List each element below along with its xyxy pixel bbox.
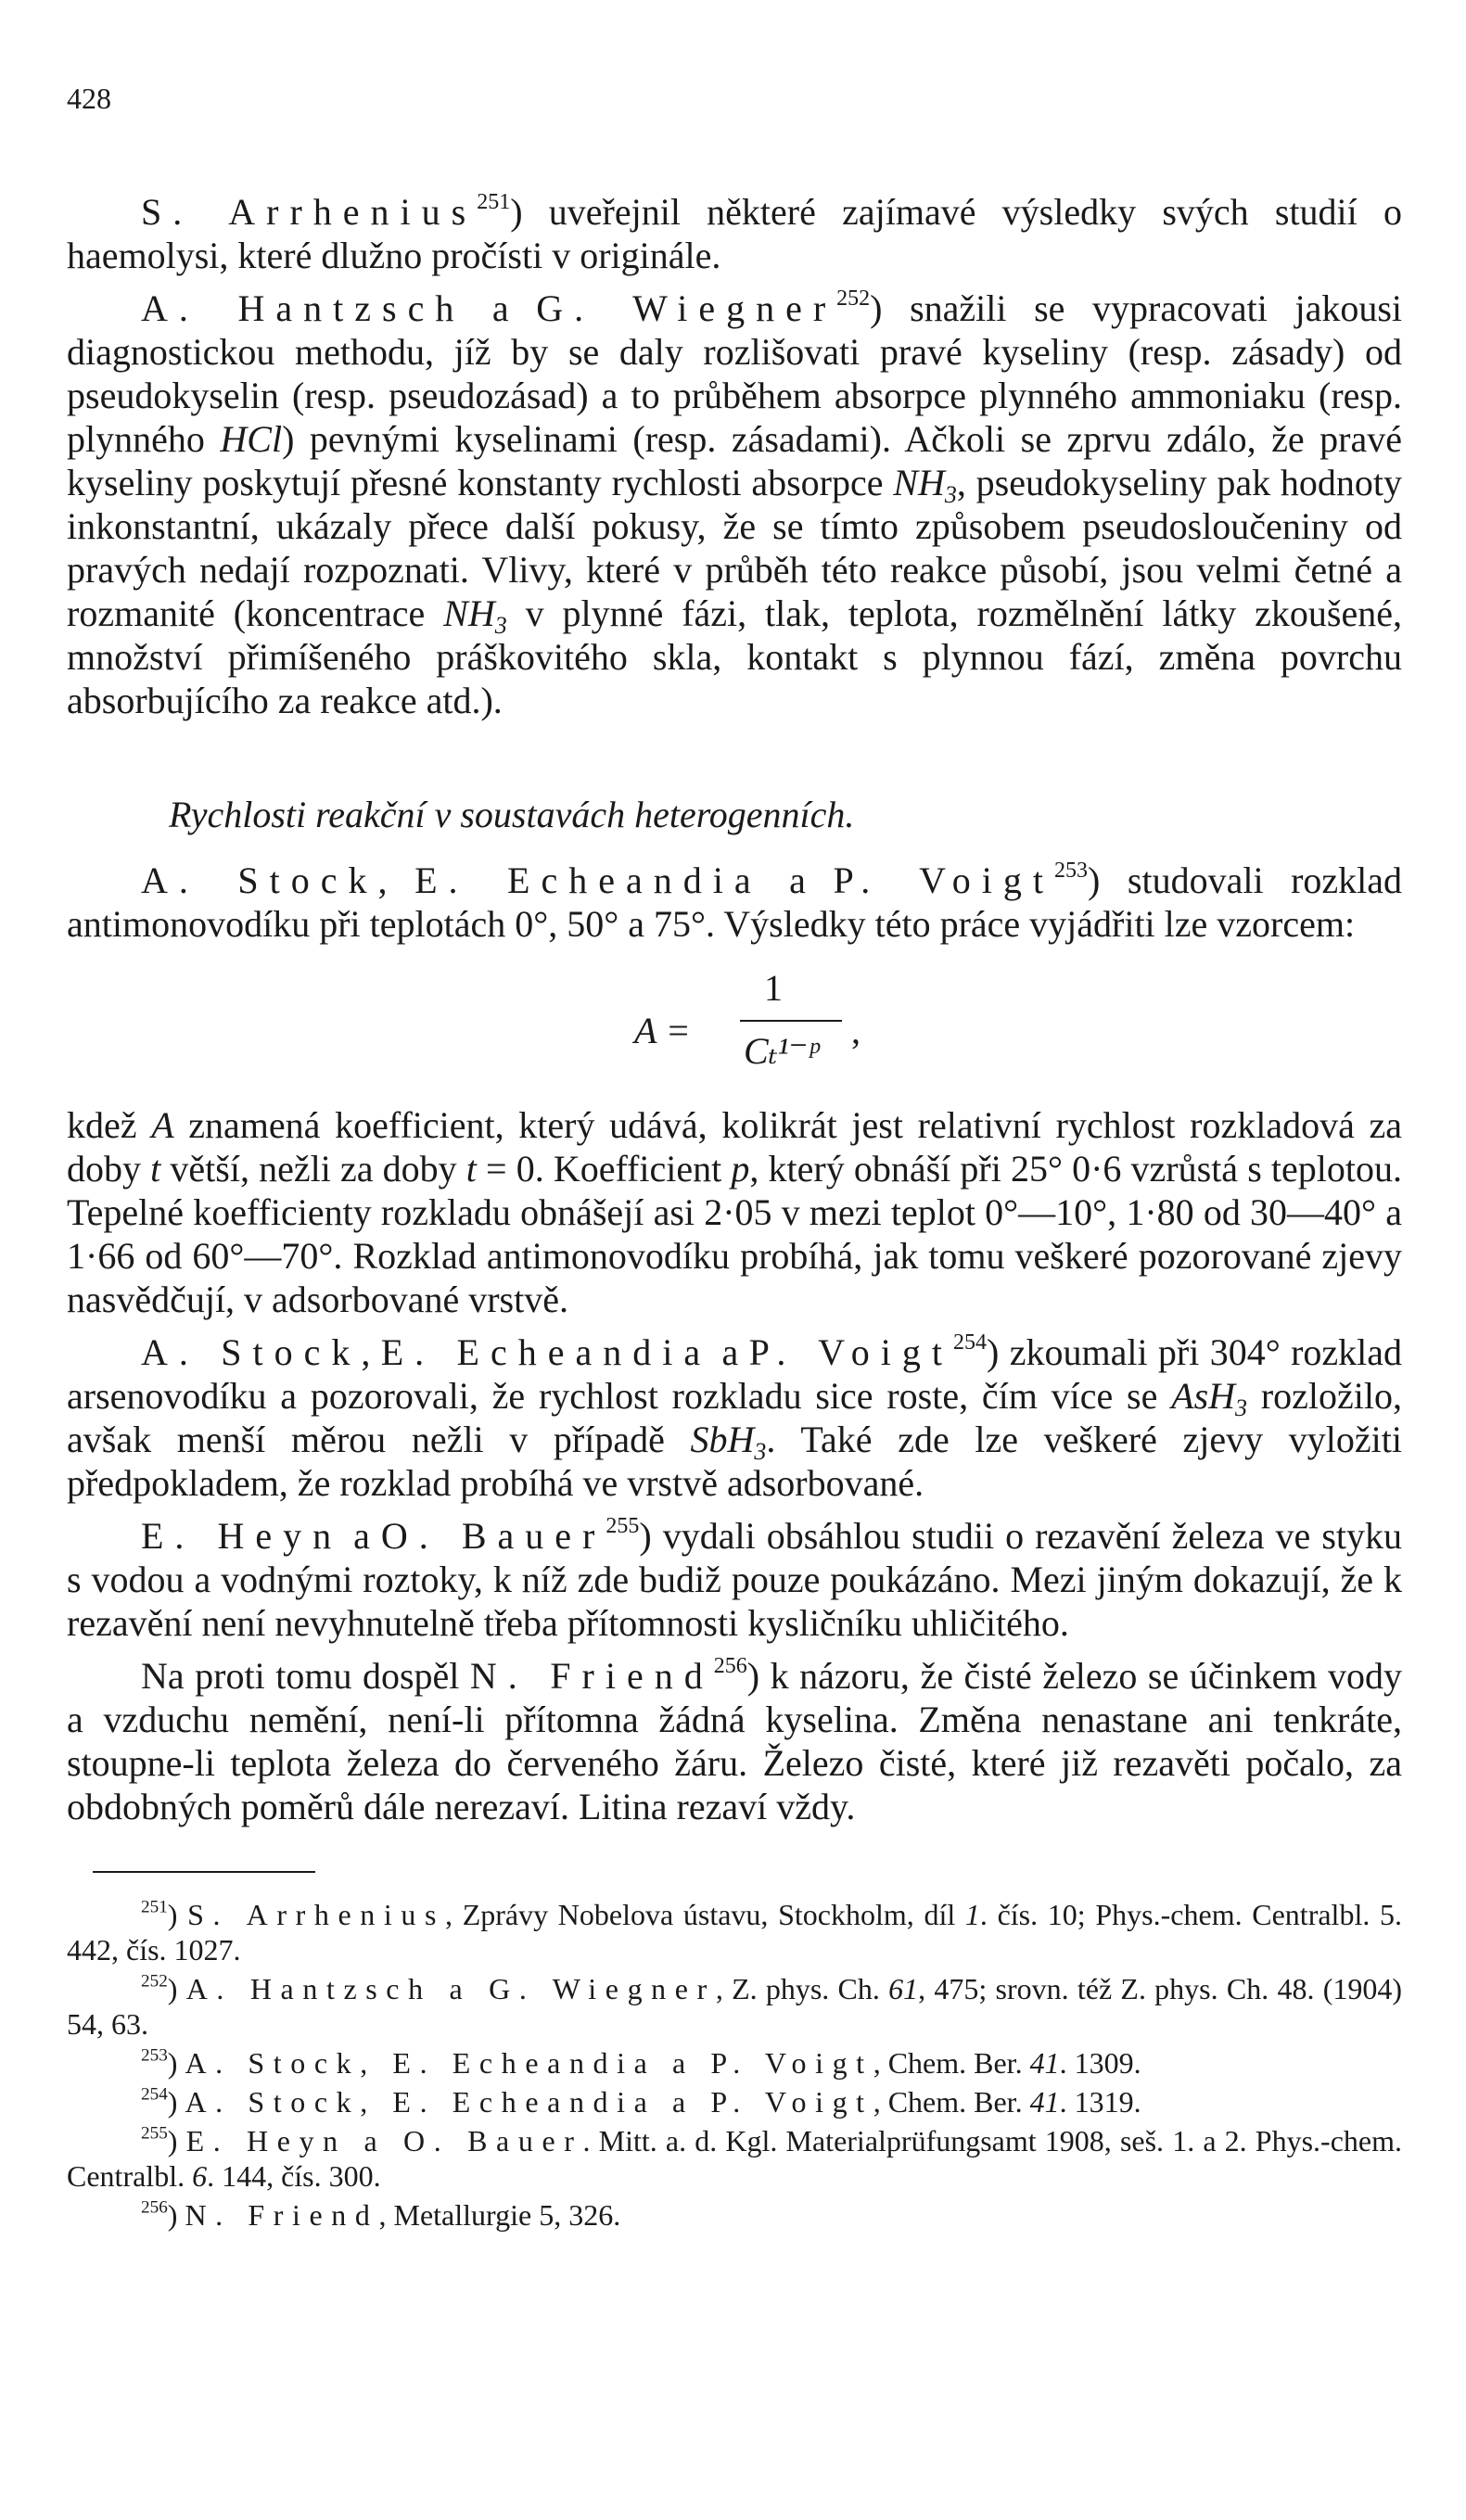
chemical-formula (1171, 1375, 1248, 1421)
paragraph-text: = 0. Koefficient (476, 1148, 732, 1190)
footnote-author: S. Arrhenius (187, 1898, 446, 1931)
paragraph-text: ) uveřejnil některé zajímavé výsledky svých studií o haemolysi, které dlužno pročísti v originále. (67, 191, 1403, 276)
footnote-volume: 41 (1029, 2046, 1060, 2080)
footnote-number: 253 (141, 2045, 168, 2066)
footnote-number: 256 (141, 2197, 168, 2218)
paragraph-text: ) pevnými kyselinami (resp. zásadami). Ačkoli se zprvu zdálo, že pravé kyseliny poskytují přesné konstanty rychlosti absorpce (67, 418, 1402, 503)
separator: , (377, 859, 415, 901)
footnote-text: . Mitt. a. d. Kgl. Materialprüfungsamt 1908, seš. 1. a 2. Phys.-chem. Centralbl. (67, 2124, 1403, 2193)
formula-subscript: 3 (494, 611, 507, 639)
paragraph-text: ) zkoumali při 304° rozklad arsenovodíku a pozorovali, že rychlost rozkladu sice roste, čím více se (67, 1331, 1403, 1417)
conjunction: a (342, 1515, 381, 1557)
paragraph-stock-2 (67, 1330, 1402, 1505)
paragraph-text: v plynné fázi, tlak, teplota, rozmělnění látky zkoušené, množství přimíšeného práškovitého skla, kontakt s plynnou fází, změna povrchu absorbujícího za reakce atd.). (67, 592, 1402, 721)
author-name: N. Friend (469, 1655, 714, 1697)
paragraph-text: znamená koefficient, který udává, kolikrát jest relativní rychlost rozkladová za doby (67, 1104, 1402, 1190)
math-symbol: t (465, 1148, 477, 1190)
paragraph-text: ) vydali obsáhlou studii o rezavění železa ve styku s vodou a vodnými roztoky, k níž zde budiž pouze poukázáno. Mezi jiným dokazují, že k rezavění není nevyhnutelně třeba přítomnosti kysličníku uhličitého. (67, 1515, 1402, 1644)
footnote-text: , Zprávy Nobelova ústavu, Stockholm, díl (445, 1898, 965, 1931)
chemical-formula (443, 592, 507, 639)
conjunction: a (711, 1331, 749, 1373)
footnote-volume: 61 (888, 1972, 919, 2005)
footnote: $^{256}$) N. Friend, Metallurgie 5, 326. (141, 2197, 621, 2232)
formula-denominator: Cₜ¹⁻ᵖ (744, 1030, 819, 1072)
formula-numerator: 1 (764, 967, 783, 1009)
footnote-number: 251 (141, 1897, 168, 1917)
footnote-text: , Z. phys. Ch. (715, 1972, 889, 2005)
paragraph-text: ) snažili se vypracovati jakousi diagnostickou methodu, jíž by se daly rozlišovati pravé kyseliny (resp. zásady) od pseudokyselin (resp. pseudozásad) a to průběhem absorpce plynného ammoniaku (resp. plynného (67, 287, 1402, 460)
paragraph-text: ) k názoru, že čisté železo se účinkem vody a vzduchu nemění, není-li přítomna žádná kyselina. Změna nenastane ani tenkráte, stoupne-li teplota železa do červeného žáru. Železo čisté, které již rezavěti počalo, za obdobných poměrů dále nerezaví. Litina rezaví vždy. (67, 1655, 1402, 1827)
footnote-divider (93, 1871, 315, 1873)
footnote: $^{254}$) A. Stock, E. Echeandia a P. Voigt, Chem. Ber. 41. 1319. (141, 2084, 1141, 2119)
formula-lhs: A = (634, 1010, 691, 1051)
chemical-formula (690, 1419, 767, 1465)
paragraph-text: kdež (67, 1104, 152, 1146)
author-name: P. Voigt (748, 1331, 954, 1373)
formula-base: NH (893, 462, 945, 503)
footnote-author: A. Stock, E. Echeandia a P. Voigt (185, 2046, 873, 2080)
footnote-ref[interactable]: 256 (713, 1654, 747, 1679)
footnote-number: 255 (141, 2123, 168, 2144)
author-name: G. Wiegner (536, 287, 837, 329)
author-name: E. Echeandia (380, 1331, 712, 1373)
paragraph-stock-1 (67, 859, 1402, 946)
author-name: O. Bauer (380, 1515, 606, 1557)
footnote-author: A. Hantzsch a G. Wiegner (185, 1972, 716, 2005)
paragraph-coefficient (67, 1103, 1402, 1321)
footnote-text: , Chem. Ber. (873, 2046, 1030, 2080)
footnote-text: . 1319. (1059, 2085, 1141, 2119)
footnote-ref[interactable]: 251 (477, 190, 511, 215)
footnote-text: . 1309. (1059, 2046, 1141, 2080)
author-name: S. Arrhenius (141, 191, 478, 233)
formula-base: SbH (690, 1419, 755, 1460)
footnote-text: , 475; srovn. též Z. phys. Ch. 48. (1904) 54, 63. (67, 1972, 1403, 2041)
footnote: $^{255}$) E. Heyn a O. Bauer. Mitt. a. d. Kgl. Materialprüfungsamt 1908, seš. 1. a 2. Phys.-chem. Centralbl. 6. 144, čís. 300. (67, 2123, 1403, 2193)
paragraph-hantzsch (67, 286, 1402, 722)
page (67, 82, 1402, 2236)
footnote-text: . čís. 10; Phys.-chem. Centralbl. 5. 442, čís. 1027. (67, 1898, 1403, 1966)
paragraph-text: , který obnáší při 25° 0·6 vzrůstá s teplotou. Tepelné koefficienty rozkladu obnášejí asi 2·05 v mezi teplot 0°—10°, 1·80 od 30—40° a 1·66 od 60°—70°. Rozklad antimonovodíku probíhá, jak tomu veškeré pozorované zjevy nasvědčují, v adsorbované vrstvě. (67, 1148, 1402, 1320)
rate-formula (67, 955, 1402, 1094)
paragraph-text: ) studovali rozklad antimonovodíku při teplotách 0°, 50° a 75°. Výsledky této práce vyjádřiti lze vzorcem: (67, 859, 1403, 945)
footnote-volume: 41 (1029, 2085, 1060, 2119)
chemical-formula: HCl (220, 418, 283, 460)
footnote-ref[interactable]: 255 (606, 1514, 640, 1539)
footnote-author: A. Stock, E. Echeandia a P. Voigt (185, 2085, 873, 2119)
paragraph-text: Na proti tomu dospěl (141, 1655, 470, 1697)
footnote: $^{253}$) A. Stock, E. Echeandia a P. Voigt, Chem. Ber. 41. 1309. (141, 2045, 1141, 2080)
math-symbol: t (150, 1148, 161, 1190)
author-name: P. Voigt (833, 859, 1055, 901)
conjunction: a (465, 287, 537, 329)
formula-base: AsH (1171, 1375, 1236, 1417)
footnotes (67, 1897, 1402, 2233)
formula-subscript: 3 (754, 1437, 767, 1465)
math-symbol: p (731, 1148, 750, 1190)
footnote-text: . 144, čís. 300. (207, 2159, 381, 2193)
formula-base: NH (443, 592, 495, 634)
formula-comma: , (851, 1010, 860, 1051)
paragraph-text: rozložilo, avšak menší měrou nežli v případě (67, 1375, 1403, 1460)
paragraph-friend (67, 1654, 1402, 1828)
footnote: $^{252}$) A. Hantzsch a G. Wiegner, Z. phys. Ch. 61, 475; srovn. též Z. phys. Ch. 48. (1904) 54, 63. (67, 1971, 1403, 2041)
footnote-author: N. Friend (185, 2198, 379, 2232)
formula-subscript: 3 (1235, 1394, 1248, 1421)
author-name: A. Stock (141, 1331, 362, 1373)
chemical-formula (893, 462, 957, 508)
conjunction: a (761, 859, 834, 901)
footnote-number: 252 (141, 1971, 168, 1992)
footnote-author: E. Heyn a O. Bauer (185, 2124, 583, 2157)
footnote-ref[interactable]: 253 (1054, 859, 1089, 884)
author-name: E. Echeandia (414, 859, 762, 901)
fraction-bar (740, 1020, 842, 1022)
footnote: $^{251}$) S. Arrhenius, Zprávy Nobelova ústavu, Stockholm, díl 1. čís. 10; Phys.-chem. Centralbl. 5. 442, čís. 1027. (67, 1897, 1403, 1966)
page-number: 428 (67, 82, 111, 115)
footnote-volume: 1 (964, 1898, 980, 1931)
paragraph-arrhenius (67, 190, 1402, 277)
footnote-ref[interactable]: 252 (836, 286, 871, 312)
section-title: Rychlosti reakční v soustavách heterogenních. (169, 794, 855, 835)
author-name: A. Stock (141, 859, 378, 901)
paragraph-text: . Také zde lze veškeré zjevy vyložiti předpokladem, že rozklad probíhá ve vrstvě adsorbované. (67, 1419, 1403, 1504)
separator: , (361, 1331, 381, 1373)
footnote-volume: 6 (192, 2159, 208, 2193)
footnote-text: , Metallurgie 5, 326. (378, 2198, 621, 2232)
paragraph-heyn (67, 1514, 1402, 1645)
footnote-ref[interactable]: 254 (953, 1330, 988, 1355)
author-name: A. Hantzsch (141, 287, 465, 329)
footnote-number: 254 (141, 2084, 168, 2105)
paragraph-text: , pseudokyseliny pak hodnoty inkonstantní, ukázaly přece další pokusy, že se tímto způsobem pseudosloučeniny od pravých nedají rozpoznati. Vlivy, které v průběh této reakce působí, jsou velmi četné a rozmanité (koncentrace (67, 462, 1402, 634)
paragraph-text: větší, nežli za doby (160, 1148, 466, 1190)
footnote-text: , Chem. Ber. (873, 2085, 1030, 2119)
math-symbol: A (151, 1104, 174, 1146)
author-name: E. Heyn (141, 1515, 343, 1557)
formula-subscript: 3 (944, 480, 957, 508)
